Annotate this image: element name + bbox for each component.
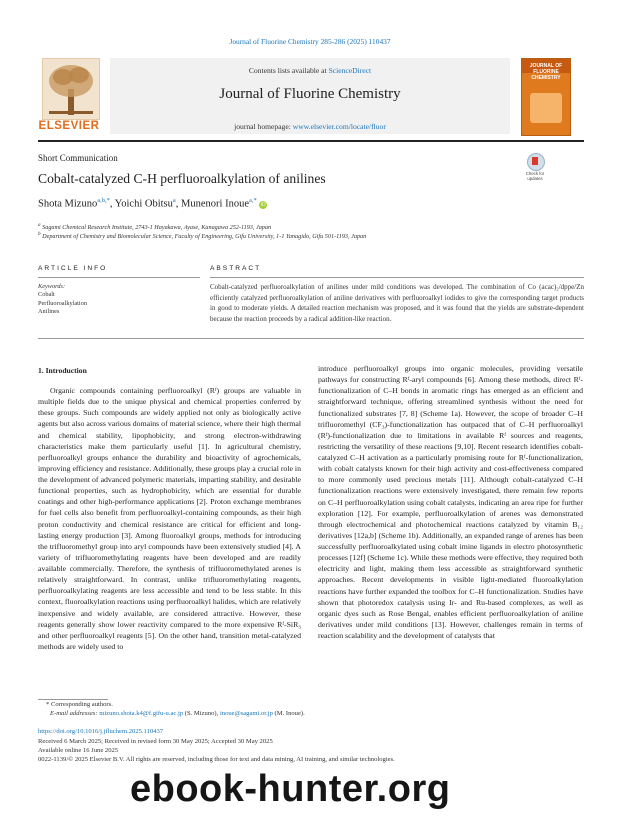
elsevier-tree-icon bbox=[42, 58, 100, 120]
journal-name: Journal of Fluorine Chemistry bbox=[219, 86, 401, 102]
crossmark-ribbon-icon bbox=[532, 157, 538, 165]
email-link-mizuno[interactable]: mizuno.shota.k4@f.gifu-u.ac.jp bbox=[99, 710, 184, 717]
keyword: Perfluoroalkylation bbox=[38, 299, 87, 307]
footnote-divider bbox=[38, 699, 108, 700]
article-info-heading: ARTICLE INFO bbox=[38, 265, 108, 272]
abstract-divider bbox=[210, 277, 584, 278]
affiliation-a-text: Sagami Chemical Research Institute, 2743-1 Hayakawa, Ayase, Kanagawa 252-1193, Japan bbox=[42, 224, 272, 232]
journal-cover-thumbnail bbox=[521, 58, 571, 136]
elsevier-wordmark: ELSEVIER bbox=[38, 120, 100, 132]
author-name: Shota Mizuno bbox=[38, 198, 98, 210]
email-link-inoue[interactable]: inoue@sagami.or.jp bbox=[219, 710, 273, 717]
abstract-heading: ABSTRACT bbox=[210, 265, 262, 272]
abstract-text: Cobalt-catalyzed perfluoroalkylation of anilines under mild conditions was developed. The combination of Co (acac)₂/dppe/Zn efficiently catalyzed perfluoroalkylation of aniline derivatives with perfluoroalkyl iodides to give the corresponding target products in good to moderate yields. A detailed reaction mechanism was proposed, and it was found that the yields are substrate-dependent because the reaction proceeds by a radical addition-like reaction. bbox=[210, 283, 584, 323]
body-column-left: Organic compounds containing perfluoroalkyl (Rᶠ) groups are valuable in multiple fields due to the unique physical and chemical properties conferred by these groups. Such compounds are widely applied not only as biologically active agents but also across various domains of material science, where their high thermal and chemical stability, lipophobicity, and strong electron-withdrawing characteristics make them particularly useful [1]. In agricultural chemistry, perfluoroalkyl groups enhance the durability and bioactivity of agrochemicals, improving efficiency and resistance. Additionally, these groups play a crucial role in the development of advanced polymeric materials, imparting stability, and desirable functional properties, such as hydrophobicity, which are essential for durable coatings and other high-performance applications [2]. Proton exchange membranes for fuel cells also benefit from perfluoroalkyl-containing compounds, as their high proton conductivity and chemical resistance are critical for efficient and long-lasting energy production [3]. Among fluoroalkyl groups, methods for introducing the trifluoromethyl group into aryl compounds have been extensively studied [4]. A variety of trifluoromethylating reagents have been developed and are readily available commercially. Therefore, the synthesis of trifluoromethylated arenes is relatively straightforward. In contrast, unlike trifluoromethylating reagents, perfluoroalkylating reagents are less accessible and tend to be less stable. In this context, fluoroalkylation reactions using perfluoroalkyl halides, which are relatively inexpensive and widely available, are considered attractive. However, these reagents generally show lower reactivity compared to the more expensive Rᶠ-SiR₃ and other perfluoroalkyl reagents [5]. On the other hand, transition metal-catalyzed methods are widely used to bbox=[38, 386, 301, 651]
keyword: Anilines bbox=[38, 307, 60, 315]
available-online-date: Available online 16 June 2025 bbox=[38, 747, 119, 754]
contents-prefix: Contents lists available at bbox=[248, 66, 329, 75]
header-divider bbox=[38, 140, 584, 142]
abstract-bottom-divider bbox=[38, 338, 584, 339]
journal-homepage-link[interactable]: www.elsevier.com/locate/fluor bbox=[292, 122, 386, 131]
doi-link[interactable]: https://doi.org/10.1016/j.jfluchem.2025.110437 bbox=[38, 728, 164, 735]
affiliation-a: $^a$ Sagami Chemical Research Institute, 2743-1 Hayakawa, Ayase, Kanagawa 252-1193, Japan bbox=[38, 222, 272, 232]
copyright-notice: 0022-1139/© 2025 Elsevier B.V. All rights are reserved, including those for text and data mining, AI training, and similar technologies. bbox=[38, 756, 395, 763]
tree-drawing bbox=[43, 59, 99, 119]
introduction-heading: 1. Introduction bbox=[38, 366, 87, 375]
article-title: Cobalt-catalyzed C-H perfluoroalkylation of anilines bbox=[38, 171, 326, 186]
homepage-line bbox=[110, 122, 510, 131]
author-affiliation-marker[interactable]: a,* bbox=[248, 197, 257, 204]
contents-line bbox=[110, 66, 510, 75]
email-label: E-mail addresses: bbox=[50, 710, 100, 717]
elsevier-logo bbox=[38, 58, 100, 134]
author-name: Yoichi Obitsu bbox=[114, 198, 173, 210]
cover-art bbox=[530, 93, 562, 123]
crossmark-label: Check for updates bbox=[525, 171, 545, 181]
corresponding-authors-note: * Corresponding authors. bbox=[46, 701, 113, 708]
keywords-block bbox=[38, 283, 87, 316]
article-info-divider bbox=[38, 277, 200, 278]
received-dates: Received 6 March 2025; Received in revised form 30 May 2025; Accepted 30 May 2025 bbox=[38, 738, 273, 745]
orcid-icon[interactable]: iD bbox=[261, 201, 266, 208]
author-name: Munenori Inoue bbox=[181, 198, 249, 210]
author-affiliation-marker[interactable]: a,b,* bbox=[97, 197, 110, 204]
journal-reference[interactable]: Journal of Fluorine Chemistry 285-286 (2025) 110437 bbox=[229, 37, 391, 46]
author-list: Shota Mizuno$^{a,b,*}$, Yoichi Obitsu$^a$, Munenori Inoue$^{a,*}$ iD bbox=[38, 197, 266, 210]
email-owner-inoue: (M. Inoue). bbox=[272, 710, 305, 717]
keywords-label: Keywords: bbox=[38, 283, 66, 290]
article-type: Short Communication bbox=[38, 153, 118, 163]
affiliation-b: $^b$ Department of Chemistry and Biomolecular Science, Faculty of Engineering, Gifu University, 1-1 Yanagido, Gifu 501-1193, Japan bbox=[38, 231, 367, 241]
author-affiliation-marker[interactable]: a bbox=[172, 197, 176, 204]
email-owner-mizuno: (S. Mizuno), bbox=[183, 710, 220, 717]
homepage-prefix: journal homepage: bbox=[234, 122, 293, 131]
email-addresses bbox=[50, 710, 305, 717]
body-column-right: introduce perfluoroalkyl groups into organic molecules, providing versatile pathways for constructing Rᶠ-aryl compounds [6]. Among these methods, direct Rᶠ-functionalization of C–H bonds in aromatic rings has emerged as an efficient and straightforward technique, offering streamlined synthesis without the need for functionalized substrates [7, 8] (Scheme 1a). However, the scope of broader C–H trifluoromethyl (CF₃)-functionalization has outpaced that of C–H perfluoroalkyl (Rᶠ)-functionalization due to limitations in available Rᶠ sources and reagents, restricting the versatility of these reactions [9,10]. Recent research identifies cobalt-catalyzed C–H activation as a particularly promising route for Rᶠ-functionalization, with cobalt catalysts known for their high activity and cost-effectiveness compared to more commonly used precious metals [11]. Although cobalt-catalyzed C–H functionalization reactions were extensively investigated, there remain few reports on C–H perfluoroalkylation using cobalt catalysts, indicating an area ripe for further exploration [12]. For example, perfluoroalkylation of arenes was demonstrated through electrochemical and photochemical reactions catalyzed by vitamin B₁₂ derivatives [12a,b] (Scheme 1b). Additionally, an expanded range of arenes has been successfully perfluoroalkylated using cobalt imine ligands in electro photosynthetic processes [12f] (Scheme 1c). While these methods were effective, they required both electricity and light, making them less accessible as straightforward synthetic approaches. Recent developments in visible light-mediated fluoroalkylation reactions have further expanded the toolbox for C–H functionalization. Studies have shown that photoredox catalysis using Ir- and Ru-based complexes, as well as organic dyes such as Rose Bengal, enables efficient perfluoroalkylation of aniline derivatives under mild conditions [13]. However, challenges remain in terms of reaction scalability and the development of catalysts that bbox=[318, 364, 583, 640]
watermark: ebook-hunter.org bbox=[130, 768, 451, 810]
cover-title: JOURNAL OF FLUORINE CHEMISTRY bbox=[529, 63, 563, 81]
keyword: Cobalt bbox=[38, 291, 55, 299]
check-for-updates-badge[interactable] bbox=[520, 153, 550, 183]
sciencedirect-link[interactable]: ScienceDirect bbox=[328, 66, 372, 75]
affiliation-b-text: Department of Chemistry and Biomolecular Science, Faculty of Engineering, Gifu University, 1-1 Yanagido, Gifu 501-1193, Japan bbox=[42, 233, 367, 241]
